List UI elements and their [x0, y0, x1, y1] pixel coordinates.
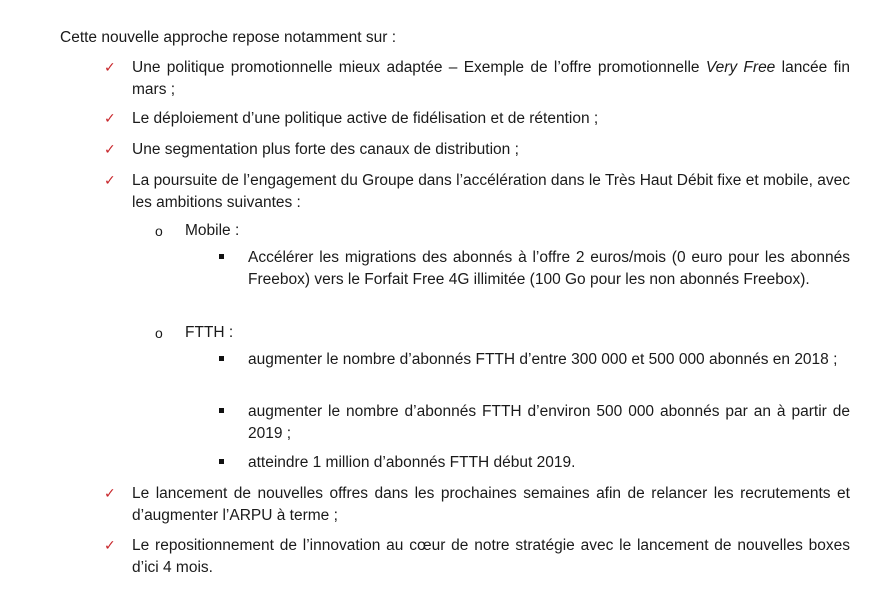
sub-bullet-text: Accélérer les migrations des abonnés à l’offre 2 euros/mois (0 euro pour les abonnés Freebox) vers le Forfait Free 4G illimitée (100 Go pour les non abonnés Freebox).: [248, 249, 850, 288]
sub-bullet-text: augmenter le nombre d’abonnés FTTH d’entre 300 000 et 500 000 abonnés en 2018 ;: [248, 351, 838, 368]
square-bullet-icon: [219, 459, 224, 464]
checkmark-icon: ✓: [104, 60, 116, 76]
list-item-text: lancée fin mars ;: [132, 59, 850, 98]
subsection-label: Mobile :: [185, 222, 240, 239]
subsection-label: FTTH :: [185, 324, 234, 341]
circle-bullet-icon: o: [155, 223, 163, 239]
intro-paragraph: Cette nouvelle approche repose notamment sur :: [60, 29, 397, 46]
list-item-text: Une politique promotionnelle mieux adaptée – Exemple de l’offre promotionnelle: [132, 59, 706, 76]
sub-bullet-text: augmenter le nombre d’abonnés FTTH d’environ 500 000 abonnés par an à partir de 2019 ;: [248, 403, 850, 442]
list-item: Une segmentation plus forte des canaux de distribution ;: [132, 141, 519, 158]
checkmark-icon: ✓: [104, 486, 116, 502]
checkmark-icon: ✓: [104, 538, 116, 554]
list-item: Le repositionnement de l’innovation au cœur de notre stratégie avec le lancement de nouvelles boxes d’ici 4 mois.: [132, 537, 850, 576]
circle-bullet-icon: o: [155, 325, 163, 341]
checkmark-icon: ✓: [104, 111, 116, 127]
checkmark-icon: ✓: [104, 173, 116, 189]
square-bullet-icon: [219, 408, 224, 413]
list-item: La poursuite de l’engagement du Groupe dans l’accélération dans le Très Haut Débit fixe et mobile, avec les ambitions suivantes :: [132, 172, 850, 211]
list-item-emphasis: Very Free: [705, 59, 776, 76]
list-item: Le lancement de nouvelles offres dans les prochaines semaines afin de relancer les recrutements et d’augmenter l’ARPU à terme ;: [132, 485, 850, 524]
list-item: Le déploiement d’une politique active de fidélisation et de rétention ;: [132, 110, 599, 127]
square-bullet-icon: [219, 254, 224, 259]
checkmark-icon: ✓: [104, 142, 116, 158]
sub-bullet-text: atteindre 1 million d’abonnés FTTH début 2019.: [248, 454, 576, 471]
list-item: [132, 57, 850, 101]
square-bullet-icon: [219, 356, 224, 361]
